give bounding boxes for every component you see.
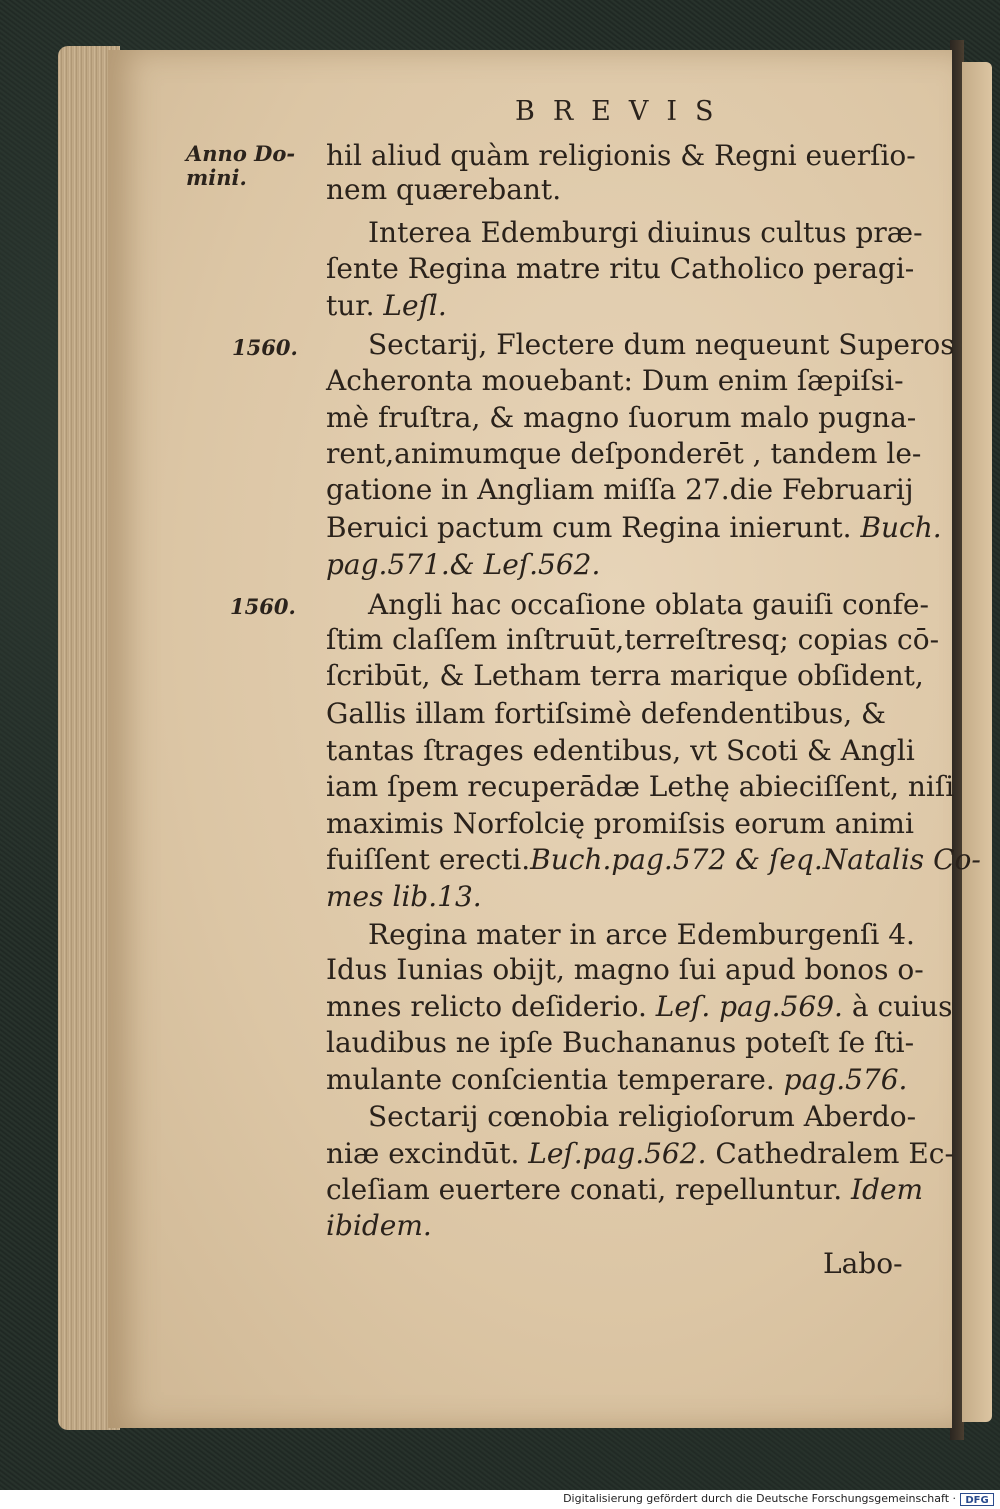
line-text: hil aliud quàm religionis & Regni euerſio- [326, 139, 916, 172]
citation: Idem [851, 1173, 924, 1206]
text-line [326, 1025, 914, 1061]
text-line [368, 1099, 916, 1135]
margin-note-year-2: 1560. [230, 594, 296, 619]
citation: pag.571.& Leſ.562. [326, 548, 601, 581]
citation: Leſ.pag.562. [528, 1137, 707, 1170]
line-text: tantas ſtrages edentibus, vt Scoti & Angli [326, 734, 915, 767]
line-text: gatione in Angliam miſſa 27.die Februarij [326, 473, 914, 506]
text-line [326, 251, 914, 287]
line-text: nem quærebant. [326, 173, 562, 206]
line-text: fuiſſent erecti. [326, 843, 531, 876]
citation: ibidem. [326, 1209, 432, 1242]
line-text: Angli hac occaſione oblata gauiſi confe- [368, 588, 929, 621]
line-text: laudibus ne ipſe Buchananus poteſt ſe ſti- [326, 1026, 915, 1059]
citation: Buch. [860, 511, 942, 544]
dfg-logo: DFG [960, 1493, 994, 1506]
catchword: Labo- [823, 1247, 903, 1280]
line-text: Regina mater in arce Edemburgenſi 4. [368, 918, 915, 951]
text-line [326, 1062, 907, 1098]
text-line [326, 658, 924, 694]
text-line [326, 363, 904, 399]
text-line [326, 879, 482, 915]
text-line [368, 917, 915, 953]
line-text: mè fruſtra, & magno ſuorum malo pugna- [326, 401, 917, 434]
text-line [326, 696, 886, 732]
text-line [368, 327, 955, 363]
text-line [326, 510, 942, 546]
citation: Leſl. [383, 289, 447, 322]
margin-note-anno-line2: mini. [186, 165, 247, 190]
line-text: tur. [326, 289, 384, 322]
line-text: Gallis illam fortiſsimè defendentibus, & [326, 697, 886, 730]
text-line [326, 547, 600, 583]
text-line [326, 172, 561, 208]
line-text: ſcribūt, & Letham terra marique obſident, [326, 659, 924, 692]
citation: Leſ. pag.569. [655, 990, 843, 1023]
text-line [326, 989, 953, 1025]
line-text: mnes relicto deſiderio. [326, 990, 656, 1023]
text-line [326, 138, 916, 174]
text-line [326, 1172, 923, 1208]
line-text: Beruici pactum cum Regina inierunt. [326, 511, 861, 544]
line-text: maximis Norfolcię promiſsis eorum animi [326, 807, 914, 840]
line-text: rent,animumque deſponderēt , tandem le- [326, 437, 922, 470]
text-line [326, 733, 915, 769]
citation: Buch.pag.572 & ſeq.Natalis Co- [530, 843, 981, 876]
text-line [326, 806, 914, 842]
text-line [326, 436, 921, 472]
text-line [326, 1136, 954, 1172]
line-tail: à cuius [842, 990, 953, 1023]
text-line [326, 400, 916, 436]
text-line [326, 622, 939, 658]
line-text: ſtim claſſem inſtruūt,terreſtresq; copias cō- [326, 623, 940, 656]
line-text: niæ excindūt. [326, 1137, 529, 1170]
text-line [326, 472, 914, 508]
margin-note-anno-line1: Anno Do- [186, 141, 296, 166]
text-line [326, 769, 954, 805]
line-text: ſente Regina matre ritu Catholico peragi- [326, 252, 915, 285]
line-text: Idus Iunias obijt, magno ſui apud bonos o- [326, 953, 924, 986]
line-text: Interea Edemburgi diuinus cultus præ- [368, 216, 923, 249]
text-line [326, 952, 924, 988]
line-text: cleſiam euertere conati, repelluntur. [326, 1173, 851, 1206]
line-text: mulante conſcientia temperare. [326, 1063, 784, 1096]
citation: pag.576. [783, 1063, 908, 1096]
text-line [326, 288, 447, 324]
facing-page-edge [962, 62, 992, 1422]
citation: mes lib.13. [326, 880, 482, 913]
running-header: BREVIS [515, 96, 732, 127]
footer-credit: Digitalisierung gefördert durch die Deutsche Forschungsgemeinschaft · [563, 1492, 956, 1505]
margin-note-year-1: 1560. [232, 335, 298, 360]
text-line [326, 1208, 432, 1244]
line-text: Acheronta mouebant: Dum enim ſæpiſsi- [326, 364, 904, 397]
line-tail: Cathedralem Ec- [706, 1137, 954, 1170]
text-line [368, 215, 923, 251]
text-line [368, 587, 929, 623]
text-line [326, 842, 981, 878]
line-text: Sectarij, Flectere dum nequeunt Superos [368, 328, 955, 361]
line-text: Sectarij cœnobia religioſorum Aberdo- [368, 1100, 917, 1133]
line-text: iam ſpem recuperādæ Lethę abieciſſent, niſi [326, 770, 955, 803]
footer-bar [0, 1490, 1000, 1509]
